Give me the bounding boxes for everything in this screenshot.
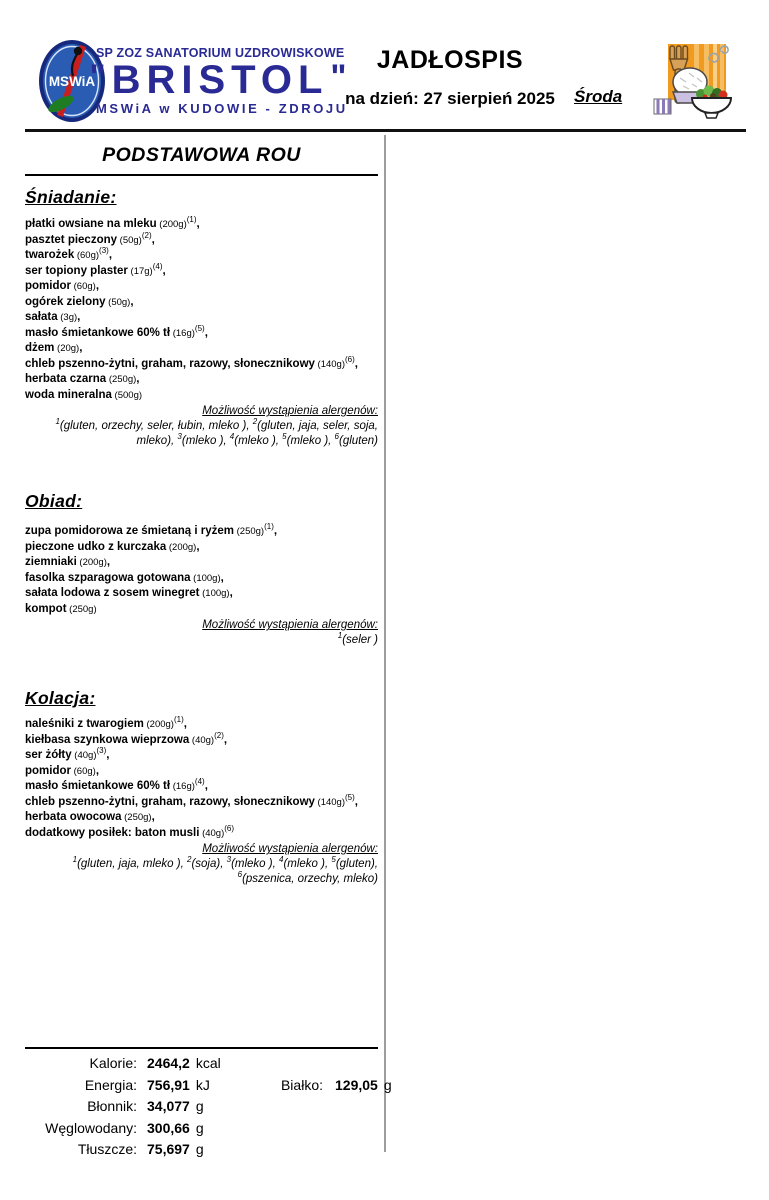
menu-column — [25, 138, 378, 887]
dish-list — [25, 217, 378, 403]
allergen-ref: (3) — [99, 246, 109, 256]
portion-grams: (16g) — [170, 327, 195, 339]
portion-grams: (40g) — [71, 750, 97, 761]
portion-grams: (60g) — [71, 281, 96, 292]
dish-name: ogórek zielony — [25, 295, 106, 308]
allergen-heading-row — [25, 404, 378, 419]
dish-item — [25, 748, 378, 764]
nutrition-label: Błonnik: — [87, 1098, 137, 1114]
close-quote: " — [330, 58, 347, 96]
dish-item — [25, 295, 378, 311]
allergen-block — [25, 404, 378, 449]
dish-item — [25, 524, 378, 540]
portion-grams: (60g) — [71, 765, 96, 777]
allergen-text: (mleko ), — [181, 435, 230, 447]
nutrition-label: Tłuszcze: — [77, 1141, 137, 1157]
dish-name: twarożek — [25, 249, 75, 261]
allergen-text: (gluten, jaja, mleko ), — [77, 858, 187, 870]
portion-grams: (40g) — [189, 734, 215, 746]
allergen-ref: (5) — [194, 323, 205, 333]
allergen-ref-num: 5 — [331, 855, 336, 865]
nutrition-extra — [251, 1077, 392, 1093]
allergen-text: (gluten, orzechy, seler, łubin, mleko ), — [59, 420, 253, 432]
meal-clipart-icon — [652, 42, 736, 125]
meal-section — [25, 490, 378, 648]
portion-grams: (140g) — [314, 358, 346, 370]
nutrition-row — [25, 1141, 378, 1163]
portion-grams: (100g) — [199, 588, 230, 599]
dish-item — [25, 354, 378, 373]
dish-name: dodatkowy posiłek: baton musli — [25, 826, 200, 839]
portion-grams: (60g) — [74, 250, 100, 261]
portion-grams: (100g) — [190, 572, 221, 584]
menu-date: na dzień: 27 sierpień 2025 — [345, 89, 555, 108]
allergen-ref-num: 2 — [252, 417, 258, 427]
portion-grams: (50g) — [117, 234, 142, 246]
allergen-heading-row — [25, 842, 378, 857]
portion-grams: (200g) — [76, 557, 107, 568]
allergen-ref: (4) — [194, 777, 205, 787]
allergen-ref: (1) — [186, 215, 197, 225]
page-title: JADŁOSPIS — [376, 46, 524, 74]
item-separator: , — [77, 311, 81, 323]
portion-grams: (20g) — [54, 343, 80, 354]
dish-item — [25, 540, 378, 556]
item-separator: , — [229, 587, 233, 599]
nutrition-unit: g — [195, 1098, 204, 1114]
allergen-text: (gluten, jaja, seler, soja, — [257, 420, 378, 432]
dish-item — [25, 810, 378, 826]
nutrition-row — [25, 1055, 378, 1077]
nutrition-unit: g — [383, 1076, 392, 1093]
allergen-ref: (1) — [173, 715, 184, 725]
allergen-line — [25, 419, 378, 434]
nutrition-label: Białko: — [280, 1076, 323, 1093]
dish-name: woda mineralna — [25, 388, 112, 401]
allergen-text: (seler ) — [342, 634, 378, 646]
allergen-ref-num: 5 — [282, 432, 287, 442]
dish-name: pieczone udko z kurczaka — [25, 540, 167, 553]
dish-item — [25, 792, 378, 811]
org-name-row — [89, 58, 347, 102]
allergen-block — [25, 618, 378, 648]
allergen-ref-num: 2 — [187, 855, 192, 865]
portion-grams: (200g) — [143, 719, 174, 730]
allergen-text: (pszenica, orzechy, mleko) — [242, 873, 378, 885]
title-block — [336, 46, 564, 109]
portion-grams: (250g) — [66, 603, 97, 615]
item-separator: , — [183, 718, 187, 730]
portion-grams: (250g) — [121, 812, 152, 823]
allergen-heading: Możliwość wystąpienia alergenów: — [202, 619, 378, 631]
allergen-text: mleko), — [136, 435, 178, 447]
item-separator: , — [106, 556, 111, 568]
allergen-ref-num: 1 — [72, 855, 78, 865]
allergen-ref-num: 6 — [237, 870, 243, 880]
nutrition-value: 2464,2 — [147, 1055, 190, 1071]
organization-block — [89, 46, 348, 116]
item-separator: , — [95, 764, 100, 777]
dish-name: ser topiony plaster — [25, 264, 128, 277]
allergen-ref: (2) — [141, 230, 152, 240]
item-separator: , — [108, 249, 113, 261]
open-quote: " — [89, 58, 106, 96]
item-separator: , — [354, 795, 358, 808]
nutrition-label: Kalorie: — [89, 1055, 137, 1071]
nutrition-value: 300,66 — [147, 1119, 190, 1136]
dish-item — [25, 279, 378, 295]
meal-section — [25, 687, 378, 887]
allergen-ref: (5) — [345, 792, 355, 802]
nutrition-row — [25, 1120, 378, 1142]
allergen-ref-num: 1 — [55, 417, 60, 427]
allergen-ref: (6) — [224, 823, 235, 833]
dish-list — [25, 524, 378, 617]
allergen-ref-num: 6 — [334, 432, 339, 442]
diet-title-rule — [25, 174, 378, 176]
dish-item — [25, 730, 378, 749]
org-line1: SP ZOZ SANATORIUM UZDROWISKOWE — [96, 46, 345, 60]
section-heading — [25, 490, 378, 512]
allergen-heading-row — [25, 618, 378, 633]
section-heading-label: Obiad: — [25, 491, 83, 511]
dish-name: herbata czarna — [25, 373, 107, 385]
allergen-text: (mleko ), — [286, 435, 335, 447]
item-separator: , — [273, 525, 278, 537]
allergen-block — [25, 842, 378, 887]
nutrition-unit: kJ — [195, 1076, 210, 1093]
item-separator: , — [220, 571, 224, 584]
item-separator: , — [106, 749, 110, 761]
item-separator: , — [130, 295, 134, 308]
dish-item — [25, 586, 378, 602]
item-separator: , — [151, 811, 155, 823]
nutrition-label: Węglowodany: — [45, 1119, 137, 1136]
item-separator: , — [95, 280, 100, 292]
nutrition-label: Energia: — [84, 1076, 137, 1093]
nutrition-unit: g — [195, 1119, 204, 1136]
nutrition-value: 34,077 — [147, 1098, 190, 1114]
portion-grams: (200g) — [156, 219, 187, 230]
dish-name: chleb pszenno-żytni, graham, razowy, słonecznikowy — [25, 795, 315, 808]
nutrition-unit: kcal — [195, 1055, 221, 1071]
dish-item — [25, 388, 378, 404]
portion-grams: (50g) — [105, 296, 131, 308]
header-divider — [25, 129, 746, 132]
dish-name: pomidor — [25, 764, 71, 777]
dish-item — [25, 248, 378, 264]
dish-name: naleśniki z twarogiem — [25, 718, 144, 730]
nutrition-row — [25, 1076, 392, 1099]
dish-item — [25, 823, 378, 842]
dish-name: pomidor — [25, 280, 71, 292]
allergen-heading: Możliwość wystąpienia alergenów: — [202, 405, 378, 417]
allergen-text: (mleko ), — [231, 858, 279, 870]
item-separator: , — [162, 264, 166, 277]
item-separator: , — [204, 326, 208, 339]
portion-grams: (500g) — [111, 389, 143, 401]
dish-item — [25, 323, 378, 342]
allergen-text: (mleko ), — [234, 435, 283, 447]
portion-grams: (40g) — [199, 827, 225, 839]
dish-item — [25, 571, 378, 587]
dish-name: kiełbasa szynkowa wieprzowa — [25, 733, 190, 746]
dish-list — [25, 717, 378, 841]
nutrition-value: 75,697 — [147, 1141, 190, 1157]
dish-name: chleb pszenno-żytni, graham, razowy, słonecznikowy — [25, 357, 315, 370]
dish-name: zupa pomidorowa ze śmietaną i ryżem — [25, 525, 234, 537]
dish-name: płatki owsiane na mleku — [25, 218, 157, 230]
dish-item — [25, 555, 378, 571]
section-heading-label: Kolacja: — [25, 688, 96, 708]
badge-text: MSWiA — [48, 74, 96, 89]
meal-section — [25, 186, 378, 449]
allergen-ref-num: 1 — [337, 631, 343, 641]
allergen-heading: Możliwość wystąpienia alergenów: — [202, 843, 378, 855]
allergen-ref-num: 3 — [177, 432, 182, 442]
dish-name: fasolka szparagowa gotowana — [25, 571, 191, 584]
dish-name: ziemniaki — [25, 556, 77, 568]
item-separator: , — [204, 780, 208, 792]
portion-grams: (17g) — [127, 265, 153, 277]
dish-item — [25, 602, 378, 618]
item-separator: , — [136, 373, 140, 385]
item-separator: , — [79, 342, 83, 354]
dish-name: ser żółty — [25, 749, 72, 761]
portion-grams: (16g) — [170, 781, 195, 792]
dish-name: herbata owocowa — [25, 811, 122, 823]
dish-item — [25, 372, 378, 388]
portion-grams: (250g) — [233, 526, 265, 537]
menu-sections — [25, 186, 378, 887]
dish-item — [25, 717, 378, 733]
dish-name: pasztet pieczony — [25, 233, 118, 246]
dish-name: sałata — [25, 311, 58, 323]
allergen-ref: (4) — [152, 261, 163, 271]
dish-item — [25, 341, 378, 357]
dish-name: masło śmietankowe 60% tł — [25, 780, 171, 792]
dish-item — [25, 230, 378, 249]
nutrition-value: 756,91 — [147, 1076, 190, 1093]
dish-name: kompot — [25, 602, 67, 615]
section-heading-label: Śniadanie: — [25, 187, 117, 207]
nutrition-value: 129,05 — [335, 1076, 378, 1093]
item-separator: , — [151, 233, 155, 246]
allergen-text: (gluten) — [339, 435, 378, 447]
allergen-ref: (2) — [214, 730, 224, 740]
allergen-ref-num: 4 — [229, 432, 235, 442]
allergen-line — [25, 857, 378, 872]
document-header — [0, 0, 769, 130]
diet-title: PODSTAWOWA ROU — [102, 144, 301, 166]
allergen-ref: (1) — [264, 522, 274, 532]
empty-column — [392, 138, 752, 1148]
dish-name: sałata lodowa z sosem winegret — [25, 587, 200, 599]
portion-grams: (200g) — [166, 541, 197, 553]
section-heading — [25, 186, 378, 208]
dish-item — [25, 261, 378, 280]
portion-grams: (140g) — [314, 796, 346, 808]
allergen-ref: (3) — [96, 746, 107, 756]
org-name: BRISTOL — [111, 58, 329, 102]
portion-grams: (3g) — [57, 312, 78, 323]
section-heading — [25, 687, 378, 709]
allergen-text: (gluten), — [335, 858, 378, 870]
allergen-line — [25, 434, 378, 449]
nutrition-table — [25, 1047, 392, 1163]
allergen-text: (mleko ), — [283, 858, 332, 870]
org-line2: MSWiA w KUDOWIE - ZDROJU — [96, 101, 348, 116]
dish-item — [25, 779, 378, 795]
allergen-line — [25, 633, 378, 648]
item-separator: , — [196, 540, 200, 553]
nutrition-unit: g — [195, 1141, 204, 1157]
item-separator: , — [354, 357, 358, 370]
item-separator: , — [196, 218, 200, 230]
portion-grams: (250g) — [106, 374, 137, 385]
allergen-line — [25, 872, 378, 887]
allergen-ref-num: 3 — [226, 855, 232, 865]
item-separator: , — [223, 733, 228, 746]
column-divider — [384, 135, 386, 1152]
weekday-label: Środa — [574, 87, 623, 106]
allergen-ref-num: 4 — [278, 855, 284, 865]
nutrition-row — [25, 1098, 378, 1120]
allergen-text: (soja), — [191, 858, 227, 870]
dish-name: dżem — [25, 342, 55, 354]
dish-name: masło śmietankowe 60% tł — [25, 326, 171, 339]
allergen-ref: (6) — [345, 354, 355, 364]
dish-item — [25, 217, 378, 233]
